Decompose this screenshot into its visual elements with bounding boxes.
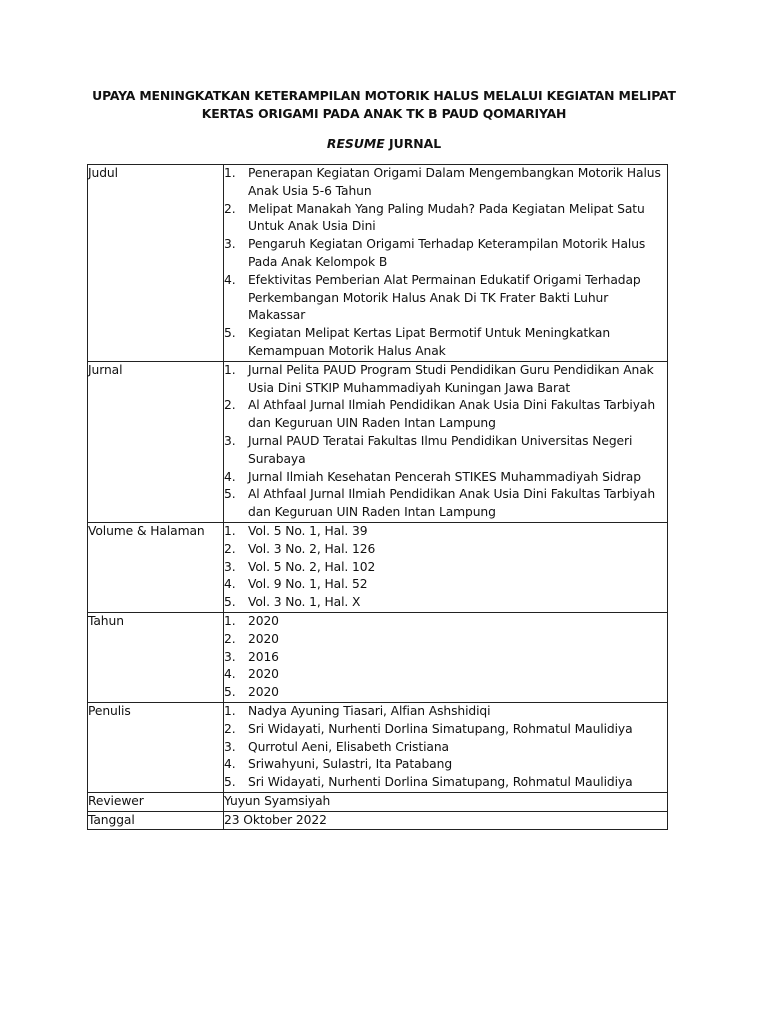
list-item xyxy=(224,613,667,631)
list-penulis xyxy=(224,703,667,792)
item-number: 3. xyxy=(224,649,236,664)
item-number: 1. xyxy=(224,523,236,538)
item-text: Vol. 3 No. 2, Hal. 126 xyxy=(248,541,376,556)
item-text: Al Athfaal Jurnal Ilmiah Pendidikan Anak Usia Dini Fakultas Tarbiyah dan Keguruan UIN Raden Intan Lampung xyxy=(248,487,656,520)
item-text: Nadya Ayuning Tiasari, Alfian Ashshidiqi xyxy=(248,703,491,718)
item-number: 2. xyxy=(224,398,236,413)
label-tanggal: Tanggal xyxy=(88,811,224,830)
item-number: 5. xyxy=(224,326,236,341)
list-item xyxy=(224,325,667,361)
item-number: 5. xyxy=(224,685,236,700)
list-item xyxy=(224,666,667,684)
item-number: 2. xyxy=(224,201,236,216)
list-item xyxy=(224,362,667,398)
item-text: 2020 xyxy=(248,613,279,628)
document-title-line-1: UPAYA MENINGKATKAN KETERAMPILAN MOTORIK HALUS MELALUI KEGIATAN MELIPAT xyxy=(92,88,676,103)
label-volume: Volume & Halaman xyxy=(88,522,224,612)
item-number: 3. xyxy=(224,433,236,448)
row-judul xyxy=(88,165,668,362)
document-title-line-2: KERTAS ORIGAMI PADA ANAK TK B PAUD QOMARIYAH xyxy=(201,106,567,121)
list-volume xyxy=(224,523,667,612)
list-item xyxy=(224,486,667,522)
item-text: Vol. 3 No. 1, Hal. X xyxy=(248,595,361,610)
label-jurnal: Jurnal xyxy=(88,361,224,522)
value-tanggal: 23 Oktober 2022 xyxy=(224,811,668,830)
row-reviewer xyxy=(88,792,668,811)
item-text: 2020 xyxy=(248,631,279,646)
list-item xyxy=(224,684,667,702)
item-text: Penerapan Kegiatan Origami Dalam Mengembangkan Motorik Halus Anak Usia 5-6 Tahun xyxy=(248,166,661,198)
item-number: 5. xyxy=(224,487,236,502)
row-volume xyxy=(88,522,668,612)
row-jurnal xyxy=(88,361,668,522)
content-tahun xyxy=(224,612,668,702)
label-penulis: Penulis xyxy=(88,702,224,792)
list-judul xyxy=(224,165,667,361)
item-number: 1. xyxy=(224,703,236,718)
item-number: 4. xyxy=(224,757,236,772)
value-reviewer: Yuyun Syamsiyah xyxy=(224,792,668,811)
item-text: Melipat Manakah Yang Paling Mudah? Pada Kegiatan Melipat Satu Untuk Anak Usia Dini xyxy=(248,201,645,234)
list-item xyxy=(224,201,667,237)
item-text: Pengaruh Kegiatan Origami Terhadap Keterampilan Motorik Halus Pada Anak Kelompok B xyxy=(248,237,646,269)
list-item xyxy=(224,236,667,272)
item-number: 3. xyxy=(224,237,236,252)
label-tahun: Tahun xyxy=(88,612,224,702)
item-text: Vol. 5 No. 2, Hal. 102 xyxy=(248,559,376,574)
row-tahun xyxy=(88,612,668,702)
list-item xyxy=(224,703,667,721)
item-number: 1. xyxy=(224,613,236,628)
list-item xyxy=(224,594,667,612)
list-item xyxy=(224,523,667,541)
label-judul: Judul xyxy=(88,165,224,362)
list-jurnal xyxy=(224,362,667,522)
list-item xyxy=(224,165,667,201)
item-text: Vol. 5 No. 1, Hal. 39 xyxy=(248,523,368,538)
item-text: Jurnal Ilmiah Kesehatan Pencerah STIKES Muhammadiyah Sidrap xyxy=(248,469,641,484)
item-number: 2. xyxy=(224,631,236,646)
item-text: Vol. 9 No. 1, Hal. 52 xyxy=(248,577,368,592)
item-number: 2. xyxy=(224,541,236,556)
subtitle-italic-word: RESUME xyxy=(326,136,385,151)
list-item xyxy=(224,576,667,594)
subtitle-rest: JURNAL xyxy=(384,136,442,151)
item-number: 1. xyxy=(224,166,236,180)
list-item xyxy=(224,541,667,559)
item-text: Qurrotul Aeni, Elisabeth Cristiana xyxy=(248,739,449,754)
row-tanggal xyxy=(88,811,668,830)
content-penulis xyxy=(224,702,668,792)
list-tahun xyxy=(224,613,667,702)
item-text: 2020 xyxy=(248,667,279,682)
list-item xyxy=(224,559,667,577)
item-number: 5. xyxy=(224,595,236,610)
item-number: 2. xyxy=(224,721,236,736)
item-number: 3. xyxy=(224,739,236,754)
item-number: 1. xyxy=(224,362,236,377)
item-text: Jurnal PAUD Teratai Fakultas Ilmu Pendidikan Universitas Negeri Surabaya xyxy=(248,433,633,466)
item-text: Jurnal Pelita PAUD Program Studi Pendidikan Guru Pendidikan Anak Usia Dini STKIP Muhammadiyah Kuningan Jawa Barat xyxy=(248,362,654,395)
list-item xyxy=(224,774,667,792)
document-subtitle xyxy=(60,135,708,153)
list-item xyxy=(224,469,667,487)
list-item xyxy=(224,272,667,325)
item-text: Sriwahyuni, Sulastri, Ita Patabang xyxy=(248,757,453,772)
item-text: 2016 xyxy=(248,649,279,664)
list-item xyxy=(224,739,667,757)
label-reviewer: Reviewer xyxy=(88,792,224,811)
item-number: 4. xyxy=(224,272,236,287)
list-item xyxy=(224,649,667,667)
item-text: 2020 xyxy=(248,685,279,700)
item-number: 3. xyxy=(224,559,236,574)
item-number: 4. xyxy=(224,577,236,592)
item-text: Al Athfaal Jurnal Ilmiah Pendidikan Anak Usia Dini Fakultas Tarbiyah dan Keguruan UIN Raden Intan Lampung xyxy=(248,398,656,431)
item-number: 4. xyxy=(224,469,236,484)
item-text: Sri Widayati, Nurhenti Dorlina Simatupang, Rohmatul Maulidiya xyxy=(248,721,633,736)
content-jurnal xyxy=(224,361,668,522)
item-number: 5. xyxy=(224,775,236,790)
list-item xyxy=(224,397,667,433)
item-text: Kegiatan Melipat Kertas Lipat Bermotif Untuk Meningkatkan Kemampuan Motorik Halus Anak xyxy=(248,326,611,358)
list-item xyxy=(224,756,667,774)
content-volume xyxy=(224,522,668,612)
list-item xyxy=(224,721,667,739)
row-penulis xyxy=(88,702,668,792)
content-judul xyxy=(224,165,668,362)
item-text: Sri Widayati, Nurhenti Dorlina Simatupang, Rohmatul Maulidiya xyxy=(248,775,633,790)
list-item xyxy=(224,631,667,649)
list-item xyxy=(224,433,667,469)
item-number: 4. xyxy=(224,667,236,682)
item-text: Efektivitas Pemberian Alat Permainan Edukatif Origami Terhadap Perkembangan Motorik Halus Anak Di TK Frater Bakti Luhur Makassar xyxy=(248,272,641,323)
resume-table xyxy=(87,164,668,830)
